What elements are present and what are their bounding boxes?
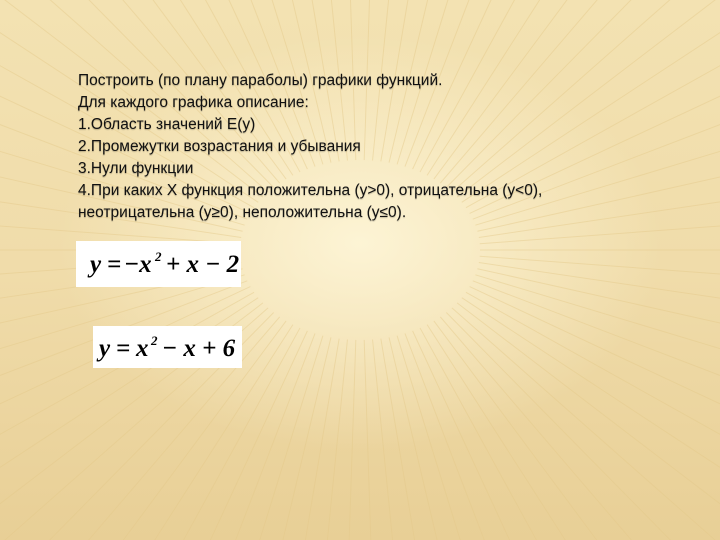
formula-1-box bbox=[76, 241, 241, 287]
task-item-4-continued: неотрицательна (y≥0), неположительна (y≤0). bbox=[78, 204, 407, 221]
background-ray bbox=[238, 339, 339, 540]
background-ray bbox=[452, 308, 720, 540]
background-ray bbox=[405, 333, 622, 540]
formula-1-minus-x: −x bbox=[124, 251, 152, 278]
formula-2-rest: − x + 6 bbox=[162, 335, 236, 362]
background-ray bbox=[473, 281, 720, 490]
background-ray bbox=[287, 340, 348, 540]
background-ray bbox=[420, 328, 710, 540]
background-ray bbox=[446, 313, 720, 540]
formula-2-equals: = bbox=[116, 335, 131, 362]
background-ray bbox=[389, 337, 529, 540]
background-ray bbox=[440, 317, 720, 540]
background-ray bbox=[364, 340, 384, 540]
formula-1-equals: = bbox=[107, 251, 122, 278]
background-ray bbox=[475, 275, 720, 443]
formula-2-box bbox=[93, 326, 242, 368]
formula-1-y: y bbox=[90, 251, 102, 278]
background-ray bbox=[381, 339, 482, 540]
background-ray bbox=[427, 325, 720, 540]
background-ray bbox=[373, 340, 434, 540]
task-text bbox=[78, 70, 698, 224]
formula-1-exponent: 2 bbox=[155, 249, 162, 264]
task-title: Построить (по плану параболы) графики функций. bbox=[78, 72, 443, 89]
background-ray bbox=[457, 303, 720, 540]
task-item-1: 1.Область значений E(y) bbox=[78, 116, 256, 133]
formula-2 bbox=[93, 326, 242, 368]
formula-1 bbox=[76, 241, 241, 287]
formula-2-exponent: 2 bbox=[151, 333, 158, 348]
formula-2-x: x bbox=[136, 335, 149, 362]
task-subtitle: Для каждого графика описание: bbox=[78, 94, 309, 111]
background-ray bbox=[397, 336, 576, 540]
background-ray bbox=[0, 281, 247, 490]
task-item-3: 3.Нули функции bbox=[78, 160, 194, 177]
background-ray bbox=[479, 263, 720, 348]
formula-2-y: y bbox=[99, 335, 111, 362]
task-item-4: 4.При каких X функция положительна (y>0), отрицательна (y<0), bbox=[78, 182, 543, 199]
task-item-2: 2.Промежутки возрастания и убывания bbox=[78, 138, 361, 155]
formula-1-rest: + x − 2 bbox=[166, 251, 240, 278]
background-ray bbox=[462, 298, 720, 540]
background-ray bbox=[336, 340, 356, 540]
